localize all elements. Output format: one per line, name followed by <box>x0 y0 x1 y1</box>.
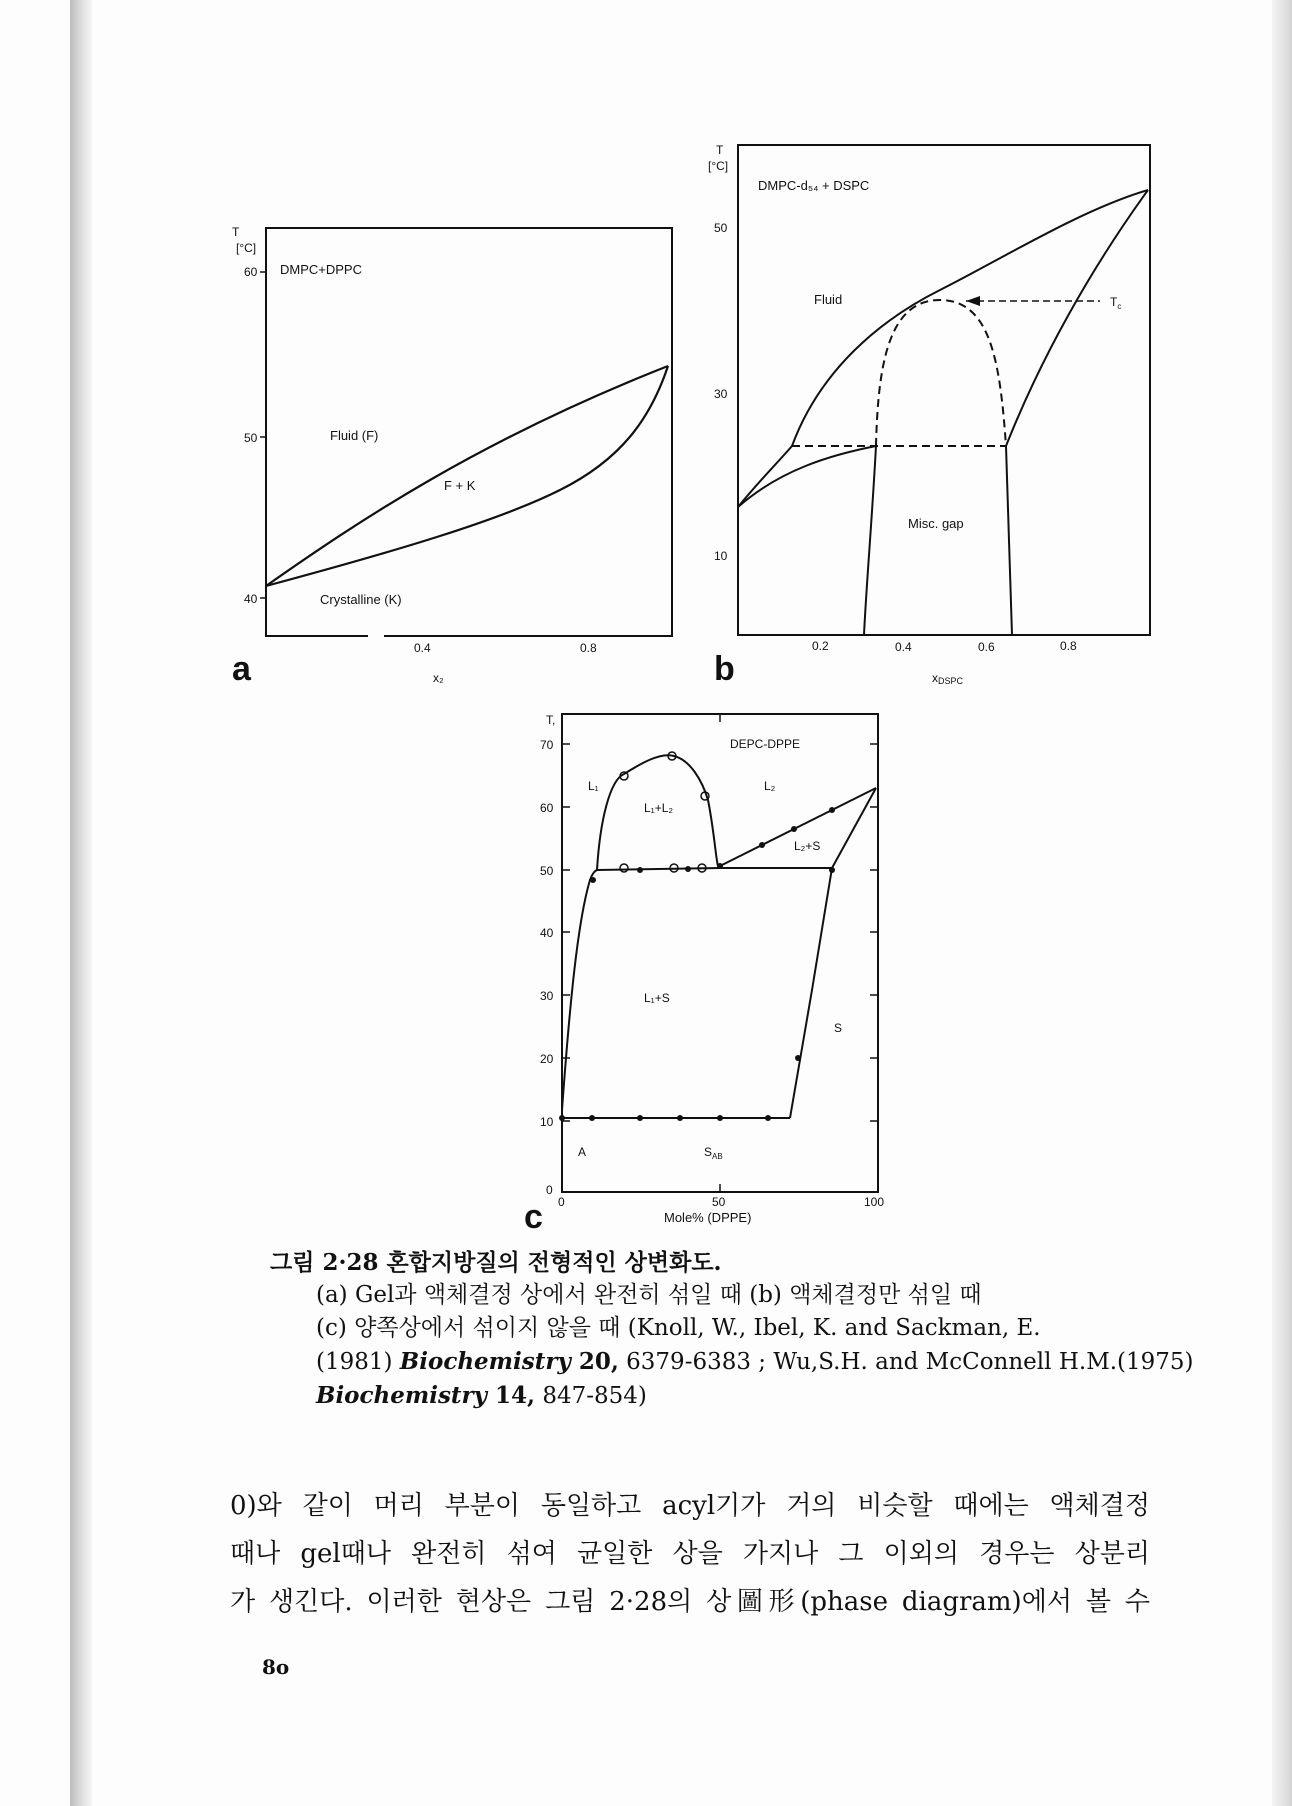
panel-a-y-tick-50: 50 <box>244 431 258 445</box>
panel-a-region-crystalline: Crystalline (K) <box>320 592 402 607</box>
panel-c-region-a: A <box>578 1145 587 1159</box>
panel-c-region-s: S <box>834 1021 843 1035</box>
caption-title: 그림 2·28 혼합지방질의 전형적인 상변화도. <box>270 1249 722 1276</box>
panel-c-l2-liquidus <box>720 788 876 866</box>
caption-line-3 <box>316 1345 1194 1379</box>
panel-c-marker <box>637 1115 643 1121</box>
panel-a-title: DMPC+DPPC <box>280 262 362 277</box>
panel-b-letter: b <box>714 650 735 688</box>
panel-b-region-misc-gap: Misc. gap <box>908 516 964 531</box>
panel-c-x-tick-50: 50 <box>712 1195 726 1209</box>
panel-b <box>708 143 1150 688</box>
panel-c-region-l2: L₂ <box>764 779 776 793</box>
panel-a-region-fluid: Fluid (F) <box>330 428 379 443</box>
panel-c-marker <box>590 877 596 883</box>
panel-c-region-sab: $S_{AB}$ <box>704 1145 723 1161</box>
panel-b-frame <box>738 145 1150 635</box>
panel-c-y-tick-20: 20 <box>540 1052 554 1066</box>
caption-year-1981: (1981) <box>316 1349 400 1375</box>
panel-b-critical-dome <box>876 300 1006 446</box>
panel-c-marker <box>791 826 797 832</box>
panel-b-y-unit-c: [°C] <box>708 159 729 173</box>
panel-a <box>232 225 672 688</box>
panel-b-gap-right <box>1006 446 1012 635</box>
panel-a-x-tick-0.4: 0.4 <box>414 641 431 655</box>
body-line-3: 가 생긴다. 이러한 현상은 그림 2·28의 상圖形(phase diagram)에서 볼 수 <box>230 1587 1150 1617</box>
panel-b-tc-label: $T_c$ <box>1110 295 1122 311</box>
panel-c-y-tick-40: 40 <box>540 926 554 940</box>
panel-b-y-tick-30: 30 <box>714 387 728 401</box>
panel-b-gap-left <box>864 446 876 635</box>
panel-c-x-tick-0: 0 <box>558 1195 565 1209</box>
caption-volume-2: 14, <box>487 1382 536 1409</box>
panel-c-region-l2s: L₂+S <box>794 839 821 853</box>
panel-c-s-solidus <box>790 868 832 1118</box>
panel-c-marker <box>829 807 835 813</box>
panel-a-liquidus <box>266 366 668 586</box>
caption-pages-1: 6379-6383 ; Wu,S.H. and McConnell H.M.(1975) <box>618 1349 1194 1375</box>
panel-c-y-ticks <box>540 738 554 1197</box>
panel-c-marker <box>759 842 765 848</box>
panel-c-marker <box>765 1115 771 1121</box>
panel-a-x-label: x₂ <box>433 671 444 685</box>
panel-c-title: DEPC-DPPE <box>730 737 801 751</box>
panel-a-solidus <box>266 366 668 586</box>
panel-c-marker <box>717 1115 723 1121</box>
panel-b-y-tick-10: 10 <box>714 549 728 563</box>
panel-c-y-tick-70: 70 <box>540 738 554 752</box>
panel-c-marker <box>829 867 835 873</box>
panel-c-region-l1s: L₁+S <box>644 991 670 1005</box>
panel-c-x-label: Mole% (DPPE) <box>664 1210 752 1225</box>
panel-a-y-tick-40: 40 <box>244 592 258 606</box>
panel-c-marker <box>637 867 643 873</box>
panel-c-region-l1l2: L₁+L₂ <box>644 801 674 815</box>
panel-c-marker <box>717 863 723 869</box>
panel-a-letter: a <box>232 650 251 688</box>
panel-b-x-tick-0.4: 0.4 <box>895 640 912 654</box>
panel-c-marker <box>685 866 691 872</box>
panel-c-monotectic-line <box>597 868 720 870</box>
page-number: 8o <box>262 1655 290 1679</box>
panel-c-y-tick-60: 60 <box>540 801 554 815</box>
panel-a-y-unit-t: T <box>232 225 240 239</box>
body-line-2: 때나 gel때나 완전히 섞여 균일한 상을 가지나 그 이외의 경우는 상분리 <box>230 1539 1150 1569</box>
panel-b-liquidus <box>738 190 1148 507</box>
caption-journal-2: Biochemistry <box>316 1382 488 1409</box>
panel-c <box>524 713 884 1236</box>
panel-b-x-tick-0.6: 0.6 <box>978 640 995 654</box>
panel-c-letter: c <box>524 1198 543 1236</box>
panel-b-solidus-left <box>738 446 876 507</box>
caption-pages-2: 847-854) <box>535 1383 647 1409</box>
panel-c-y-tick-50: 50 <box>540 864 554 878</box>
body-paragraph <box>230 1482 1150 1626</box>
body-line-1: 0)와 같이 머리 부분이 동일하고 acyl기가 거의 비슷할 때에는 액체결정 <box>230 1491 1150 1521</box>
panel-c-y-tick-30: 30 <box>540 989 554 1003</box>
panel-b-x-tick-0.8: 0.8 <box>1060 639 1077 653</box>
panel-b-solidus-right <box>1006 190 1148 446</box>
panel-c-left-boundary <box>562 870 598 1110</box>
panel-c-marker <box>559 1115 565 1121</box>
panel-a-x-tick-0.8: 0.8 <box>580 641 597 655</box>
caption-line-1: (a) Gel과 액체결정 상에서 완전히 섞일 때 (b) 액체결정만 섞일 때 <box>316 1282 982 1308</box>
panel-c-marker <box>620 864 628 872</box>
panel-b-x-tick-0.2: 0.2 <box>812 639 829 653</box>
panel-b-y-unit-t: T <box>716 143 724 157</box>
panel-c-y-unit: T, <box>546 713 556 727</box>
panel-c-y-tick-10: 10 <box>540 1115 554 1129</box>
caption-volume-1: 20, <box>570 1348 619 1375</box>
panel-c-region-l1: L₁ <box>588 779 599 793</box>
panel-b-x-label: xDSPC <box>932 671 964 686</box>
panel-c-marker <box>795 1055 801 1061</box>
panel-b-tc-arrowhead <box>966 296 980 306</box>
panel-c-y-tick-0: 0 <box>546 1183 553 1197</box>
panel-a-region-fk: F + K <box>444 478 476 493</box>
panel-b-y-tick-50: 50 <box>714 221 728 235</box>
panel-c-x-tick-100: 100 <box>864 1195 885 1209</box>
panel-c-marker <box>589 1115 595 1121</box>
panel-a-y-tick-60: 60 <box>244 265 258 279</box>
caption-line-4 <box>316 1379 1150 1413</box>
panel-b-title: DMPC-d₅₄ + DSPC <box>758 178 870 193</box>
panel-a-y-unit-c: [°C] <box>236 241 257 255</box>
panel-b-region-fluid: Fluid <box>814 292 843 307</box>
caption-journal-1: Biochemistry <box>399 1348 571 1375</box>
panel-a-frame <box>266 228 672 636</box>
figure-caption <box>270 1246 1194 1413</box>
caption-line-2: (c) 양쪽상에서 섞이지 않을 때 (Knoll, W., Ibel, K. and Sackman, E. <box>316 1315 1041 1341</box>
panel-c-data-markers <box>559 752 835 1121</box>
panel-c-marker <box>677 1115 683 1121</box>
